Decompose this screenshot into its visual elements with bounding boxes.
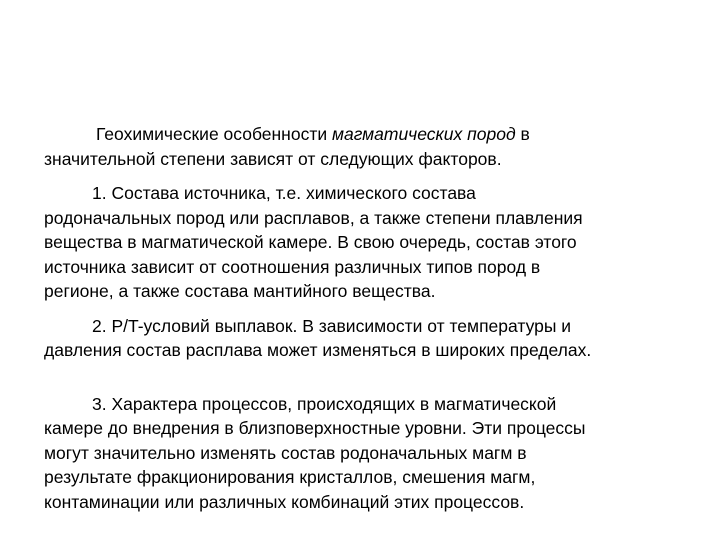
factor1-line-3: вещества в магматической камере. В свою очередь, состав этого (44, 232, 577, 252)
intro-text-end: в (515, 124, 530, 144)
intro-line-2: значительной степени зависят от следующих факторов. (44, 148, 502, 169)
intro-italic-term: магматических пород (331, 124, 516, 144)
factor3-line-3: могут значительно изменять состав родоначальных магм в (44, 442, 527, 463)
factor3-line-2: камере до внедрения в близповерхностные уровни. Эти процессы (44, 418, 586, 438)
factor3-line-5: контаминации или различных комбинаций этих процессов. (44, 491, 525, 512)
factor3-line-1: 3. Характера процессов, происходящих в магматической (92, 393, 557, 414)
paragraph-factor-1 (44, 181, 684, 304)
factor1-line-4: источника зависит от соотношения различных типов пород в (44, 256, 541, 277)
paragraph-intro (44, 122, 684, 171)
intro-line-1 (44, 122, 684, 147)
factor1-line-1: 1. Состава источника, т.е. химического состава (92, 183, 476, 203)
factor1-line-5: регионе, а также состава мантийного вещества. (44, 281, 436, 301)
text-body (44, 122, 684, 514)
factor2-line-1: 2. P/T-условий выплавок. В зависимости от температуры и (92, 315, 572, 336)
factor3-line-4: результате фракционирования кристаллов, смешения магм, (44, 467, 536, 487)
paragraph-factor-2 (44, 314, 684, 363)
intro-text-start: Геохимические особенности (96, 124, 332, 144)
factor1-line-2: родоначальных пород или расплавов, а также степени плавления (44, 207, 583, 228)
paragraph-factor-3 (44, 392, 684, 515)
factor2-line-2: давления состав расплава может изменяться в широких пределах. (44, 340, 592, 360)
